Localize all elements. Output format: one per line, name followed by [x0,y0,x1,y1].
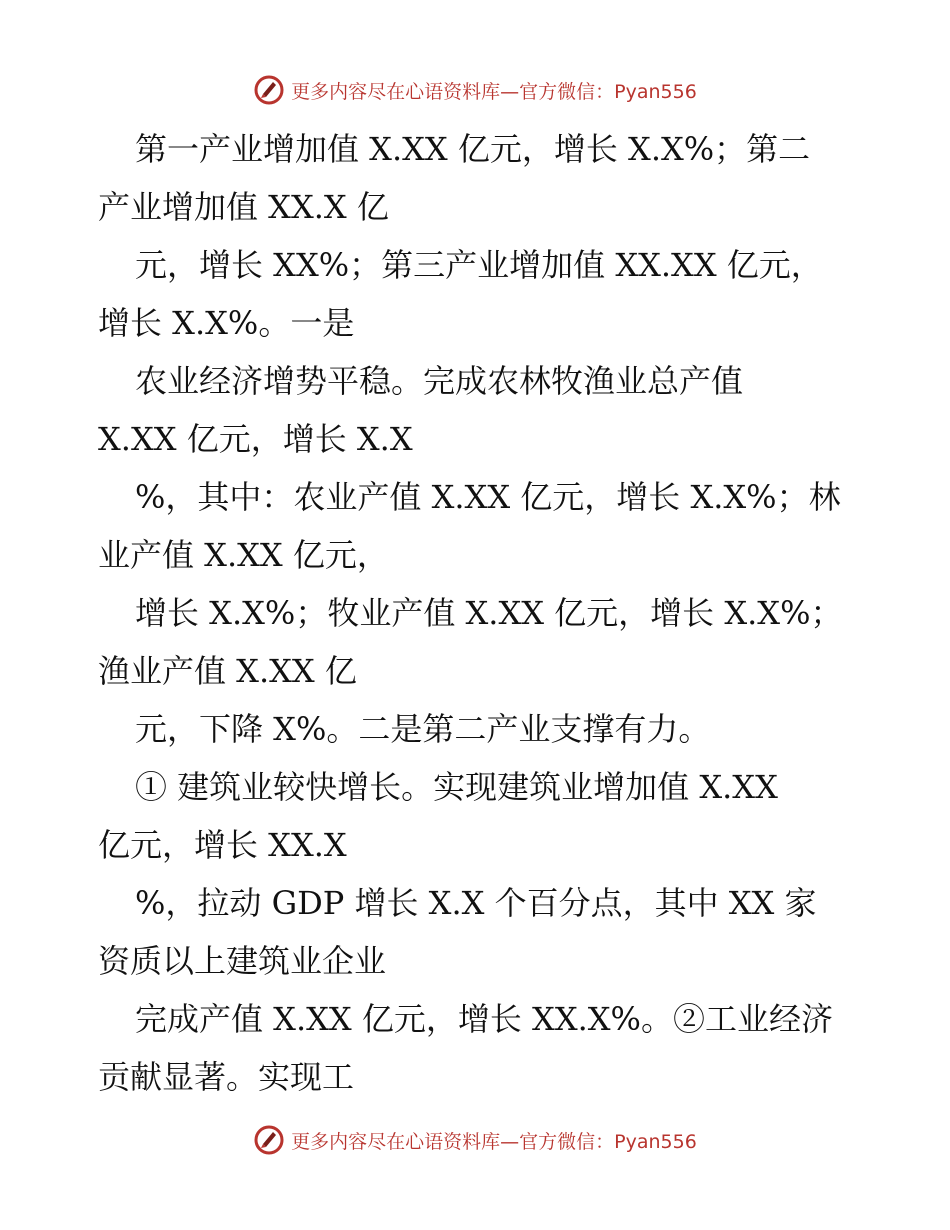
header-banner-text: 更多内容尽在心语资料库—官方微信：Pyan556 [291,80,697,103]
text-line: 增长 X.X%；牧业产值 X.XX 亿元，增长 X.X%； [135,594,843,632]
text-line: 第一产业增加值 X.XX 亿元，增长 X.X%；第二 [135,130,811,168]
text-line: 产业增加值 XX.X 亿 [98,188,389,226]
text-line: 元，增长 XX%；第三产业增加值 XX.XX 亿元， [135,246,823,284]
text-line: X.XX 亿元，增长 X.X [98,420,413,458]
header-banner [0,70,950,110]
text-line: %，拉动 GDP 增长 X.X 个百分点，其中 XX 家 [135,884,817,922]
text-line: 完成产值 X.XX 亿元，增长 XX.X%。②工业经济 [135,1000,833,1038]
footer-banner [0,1120,950,1160]
text-line: 增长 X.X%。一是 [98,304,355,342]
text-line: 渔业产值 X.XX 亿 [98,652,357,690]
text-line: 亿元，增长 XX.X [98,826,347,864]
text-line: 资质以上建筑业企业 [98,942,387,980]
text-line: 贡献显著。实现工 [98,1058,355,1096]
text-line: 业产值 X.XX 亿元， [98,536,389,574]
text-line: ① 建筑业较快增长。实现建筑业增加值 X.XX [135,768,778,806]
brand-logo-icon [253,74,285,106]
brand-logo-icon [253,1124,285,1156]
text-line: %，其中：农业产值 X.XX 亿元，增长 X.X%；林 [135,478,841,516]
text-line: 元，下降 X%。二是第二产业支撑有力。 [135,710,711,748]
footer-banner-text: 更多内容尽在心语资料库—官方微信：Pyan556 [291,1130,697,1153]
text-line: 农业经济增势平稳。完成农林牧渔业总产值 [135,362,744,400]
